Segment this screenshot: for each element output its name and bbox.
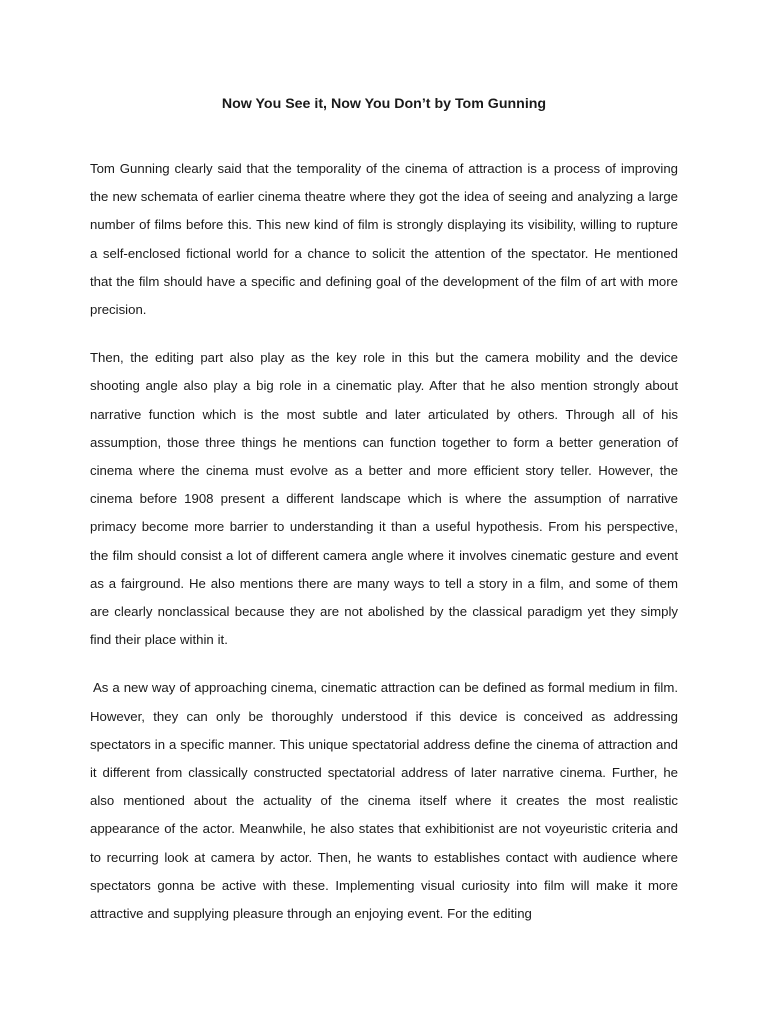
- paragraph-2: Then, the editing part also play as the key role in this but the camera mobility and the device shooting angle also play a big role in a cinematic play. After that he also mention strongly about narrative function which is the most subtle and later articulated by others. Through all of his assumption, those three things he mentions can function together to form a better generation of cinema where the cinema must evolve as a better and more efficient story teller. However, the cinema before 1908 present a different landscape which is where the assumption of narrative primacy become more barrier to understanding it than a useful hypothesis. From his perspective, the film should consist a lot of different camera angle where it involves cinematic gesture and event as a fairground. He also mentions there are many ways to tell a story in a film, and some of them are clearly nonclassical because they are not abolished by the classical paradigm yet they simply find their place within it.: [90, 350, 678, 648]
- paragraph-1: Tom Gunning clearly said that the temporality of the cinema of attraction is a process of improving the new schemata of earlier cinema theatre where they got the idea of seeing and analyzing a large number of films before this. This new kind of film is strongly displaying its visibility, willing to rupture a self-enclosed fictional world for a chance to solicit the attention of the spectator. He mentioned that the film should have a specific and defining goal of the development of the film of art with more precision.: [90, 161, 678, 318]
- paragraph-3: As a new way of approaching cinema, cinematic attraction can be defined as formal medium in film. However, they can only be thoroughly understood if this device is conceived as addressing spectators in a specific manner. This unique spectatorial address define the cinema of attraction and it different from classically constructed spectatorial address of later narrative cinema. Further, he also mentioned about the actuality of the cinema itself where it creates the most realistic appearance of the actor. Meanwhile, he also states that exhibitionist are not voyeuristic criteria and to recurring look at camera by actor. Then, he wants to establishes contact with audience where spectators gonna be active with these. Implementing visual curiosity into film will make it more attractive and supplying pleasure through an enjoying event. For the editing: [90, 680, 678, 922]
- document-body: [90, 155, 678, 948]
- document-title: Now You See it, Now You Don’t by Tom Gunning: [221, 96, 547, 112]
